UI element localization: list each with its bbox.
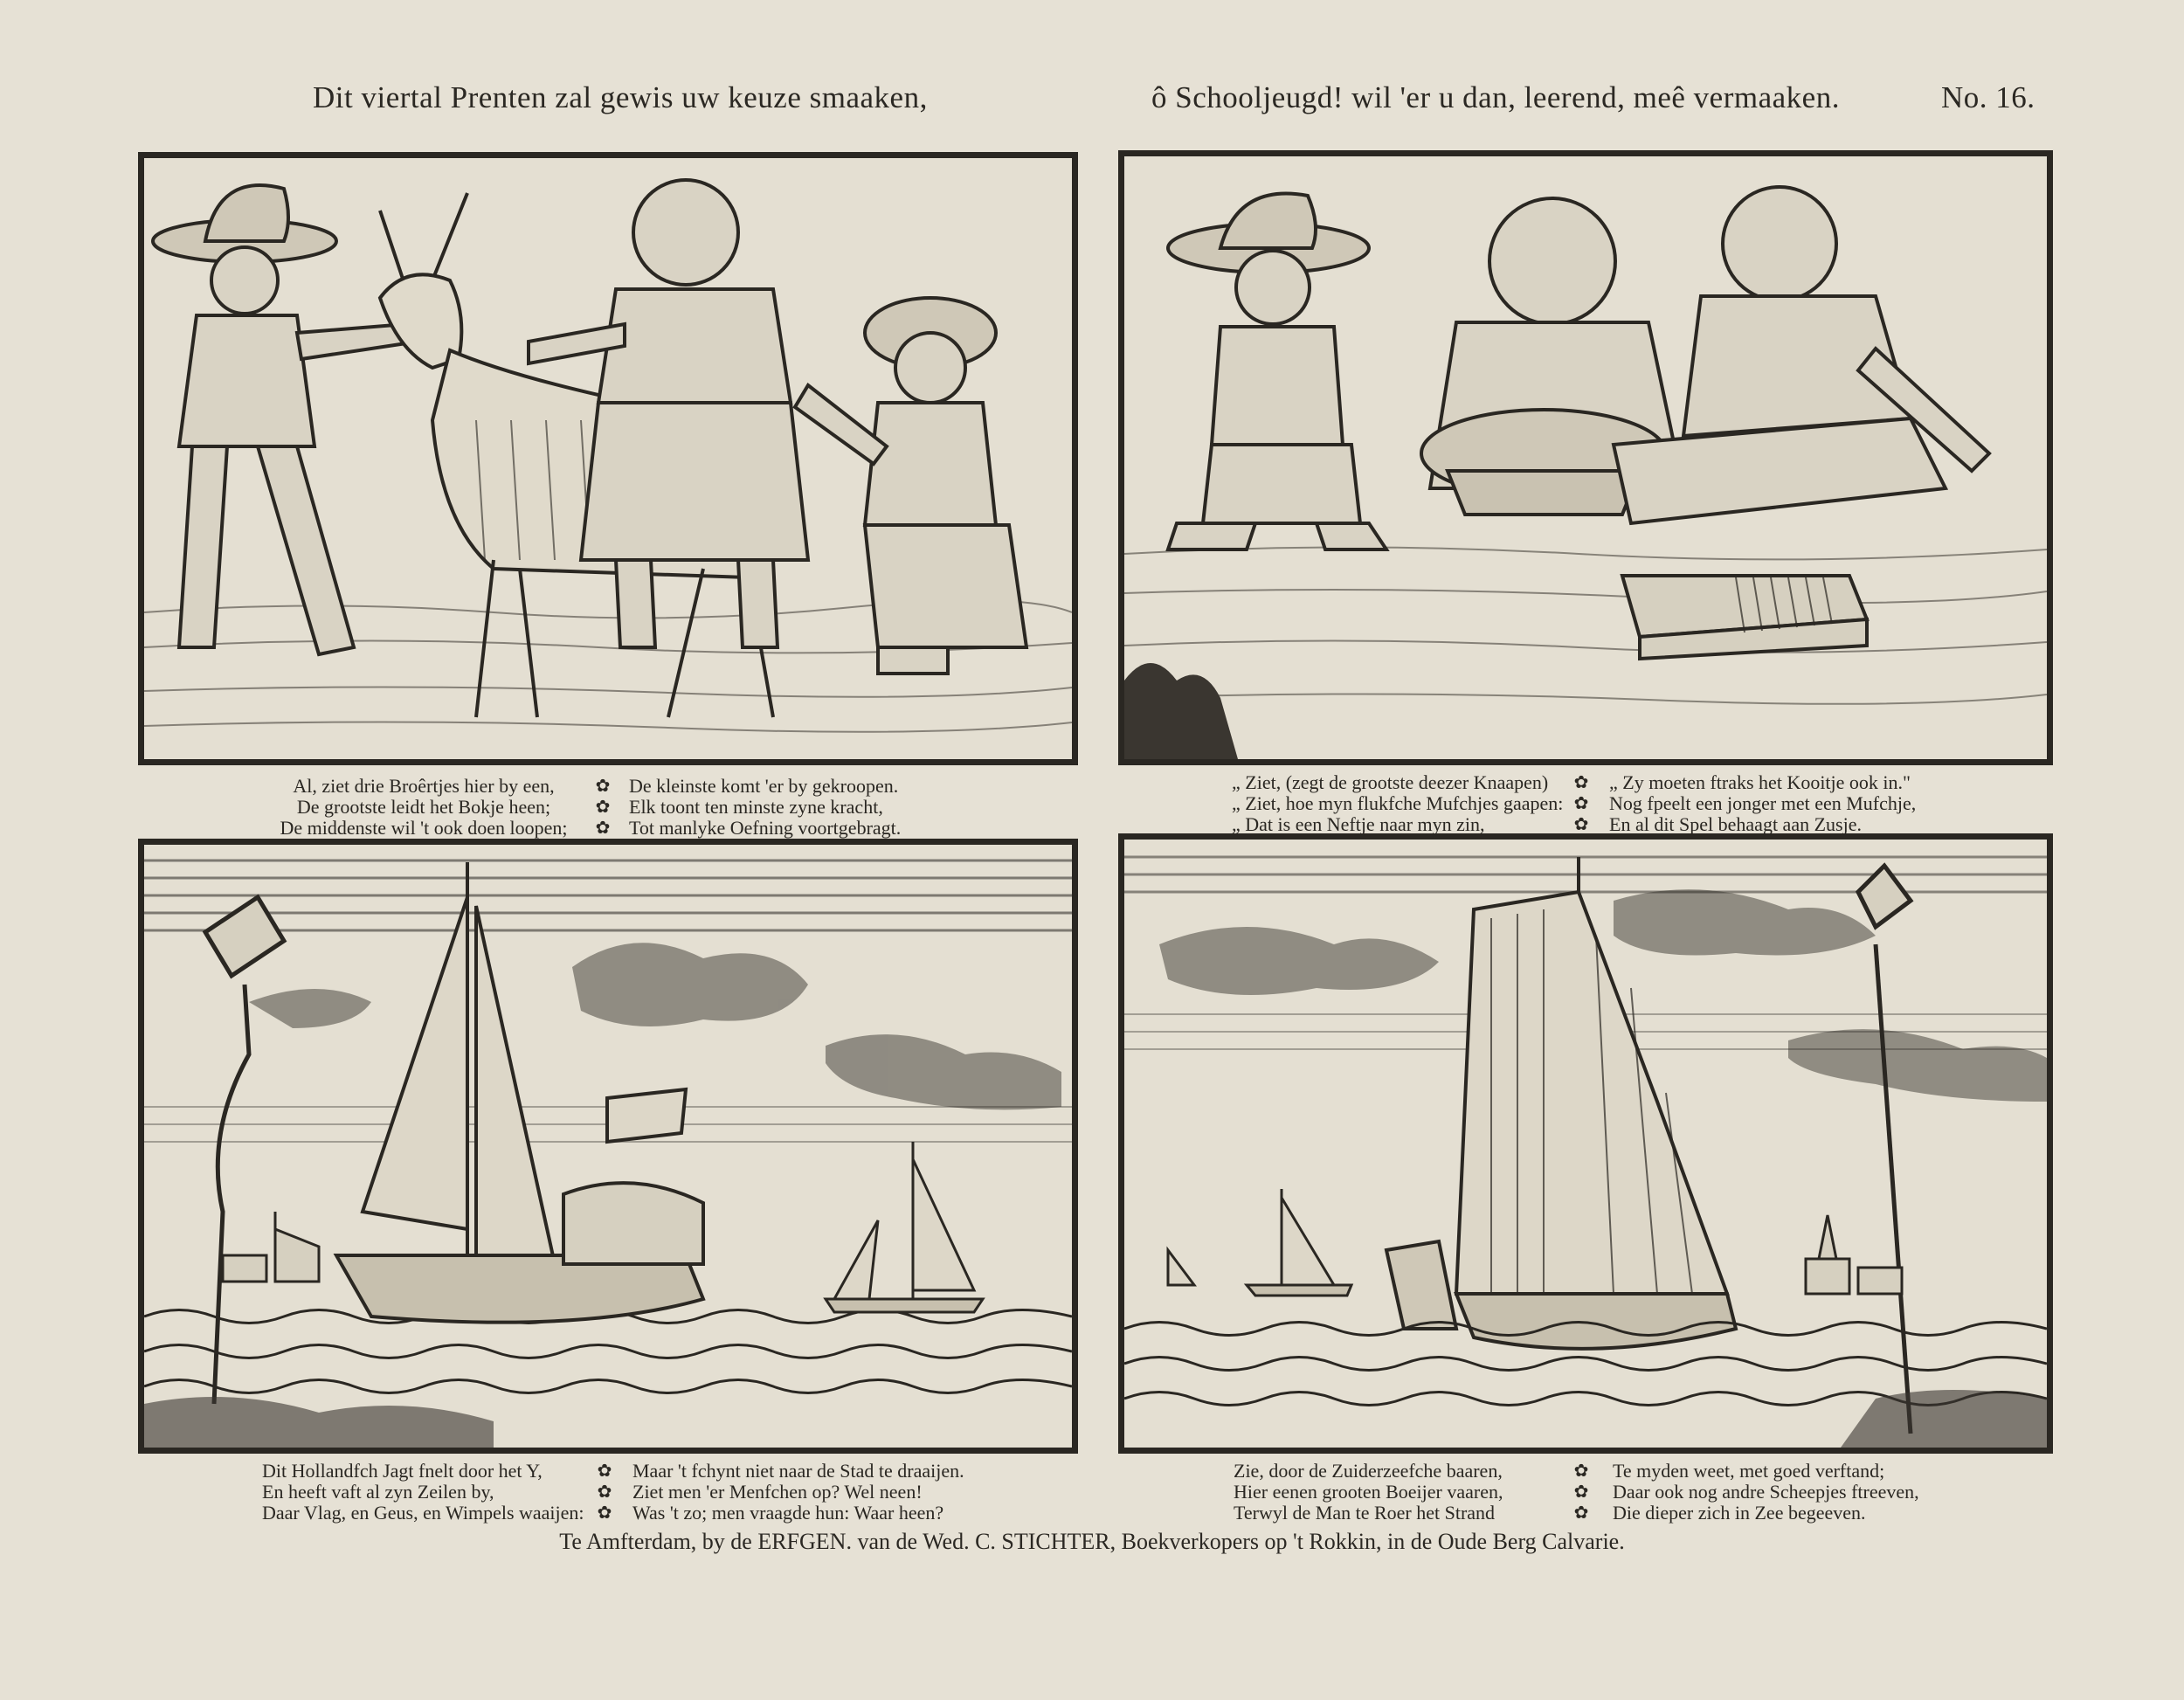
caption-boeier-verse (1234, 1461, 1932, 1531)
verse-line: Elk toont ten minste zyne kracht, (629, 796, 883, 818)
verse-line: En heeft vaft al zyn Zeilen by, (262, 1481, 494, 1503)
verse-line: Daar ook nog andre Scheepjes ftreeven, (1613, 1481, 1919, 1503)
verse-line: Maar 't fchynt niet naar de Stad te draaijen. (632, 1460, 964, 1482)
ornament-column: ✿ ✿ ✿ (595, 777, 611, 838)
verse-line: De grootste leidt het Bokje heen; (296, 796, 551, 818)
ornament-column: ✿ ✿ ✿ (597, 1462, 612, 1523)
panel-boeier-illustration (1118, 833, 2053, 1454)
caption-yacht-left (262, 1461, 584, 1524)
caption-nest-right (1609, 772, 1916, 835)
verse-line: Tot manlyke Oefning voortgebragt. (629, 817, 902, 839)
caption-yacht-verse (262, 1461, 987, 1531)
panel-goat-illustration (138, 152, 1078, 765)
verse-line: En al dit Spel behaagt aan Zusje. (1609, 813, 1862, 835)
caption-boeier-left (1234, 1461, 1503, 1524)
verse-line: „ Dat is een Neftje naar myn zin, (1232, 813, 1485, 835)
verse-line: Te myden weet, met goed verftand; (1613, 1460, 1885, 1482)
caption-nest-verse (1232, 772, 1931, 842)
ornament-column: ✿ ✿ ✿ (1573, 773, 1589, 834)
verse-line: Hier eenen grooten Boeijer vaaren, (1234, 1481, 1503, 1503)
verse-line: Daar Vlag, en Geus, en Wimpels waaijen: (262, 1502, 584, 1524)
verse-line: Nog fpeelt een jonger met een Mufchje, (1609, 792, 1917, 814)
caption-nest-left (1232, 772, 1563, 835)
sheet-number: No. 16. (1941, 80, 2035, 114)
verse-line: „ Ziet, hoe myn flukfche Mufchjes gaapen: (1232, 792, 1564, 814)
verse-line: „ Zy moeten ftraks het Kooitje ook in." (1609, 771, 1911, 793)
verse-line: „ Ziet, (zegt de grootste deezer Knaapen) (1232, 771, 1549, 793)
header-left-verse: Dit viertal Prenten zal gewis uw keuze smaaken, (313, 80, 928, 114)
panel-yacht-illustration (138, 839, 1078, 1454)
verse-line: De middenste wil 't ook doen loopen; (280, 817, 568, 839)
caption-goat-left (262, 776, 585, 839)
verse-line: Was 't zo; men vraagde hun: Waar heen? (632, 1502, 944, 1524)
verse-line: Terwyl de Man te Roer het Strand (1234, 1502, 1496, 1524)
verse-line: De kleinste komt 'er by gekroopen. (629, 775, 899, 797)
goat-scene-svg (144, 158, 1072, 759)
verse-line: Al, ziet drie Broêrtjes hier by een, (293, 775, 555, 797)
caption-yacht-right (632, 1461, 964, 1524)
ornament-column: ✿ ✿ ✿ (1573, 1462, 1589, 1523)
nest-scene-svg (1124, 156, 2047, 759)
header-right-verse: ô Schooljeugd! wil 'er u dan, leerend, meê vermaaken. (1151, 80, 1840, 114)
yacht-scene-svg (144, 845, 1072, 1448)
verse-line: Die dieper zich in Zee begeeven. (1613, 1502, 1866, 1524)
publisher-imprint: Te Amfterdam, by de ERFGEN. van de Wed. C. STICHTER, Boekverkopers op 't Rokkin, in de Oude Berg Calvarie. (559, 1529, 1625, 1554)
verse-line: Ziet men 'er Menfchen op? Wel neen! (632, 1481, 923, 1503)
boeier-scene-svg (1124, 840, 2047, 1448)
caption-boeier-right (1613, 1461, 1919, 1524)
verse-line: Dit Hollandfch Jagt fnelt door het Y, (262, 1460, 543, 1482)
caption-goat-right (629, 776, 901, 839)
verse-line: Zie, door de Zuiderzeefche baaren, (1234, 1460, 1503, 1482)
caption-goat-verse (262, 776, 961, 846)
panel-nest-illustration (1118, 150, 2053, 765)
